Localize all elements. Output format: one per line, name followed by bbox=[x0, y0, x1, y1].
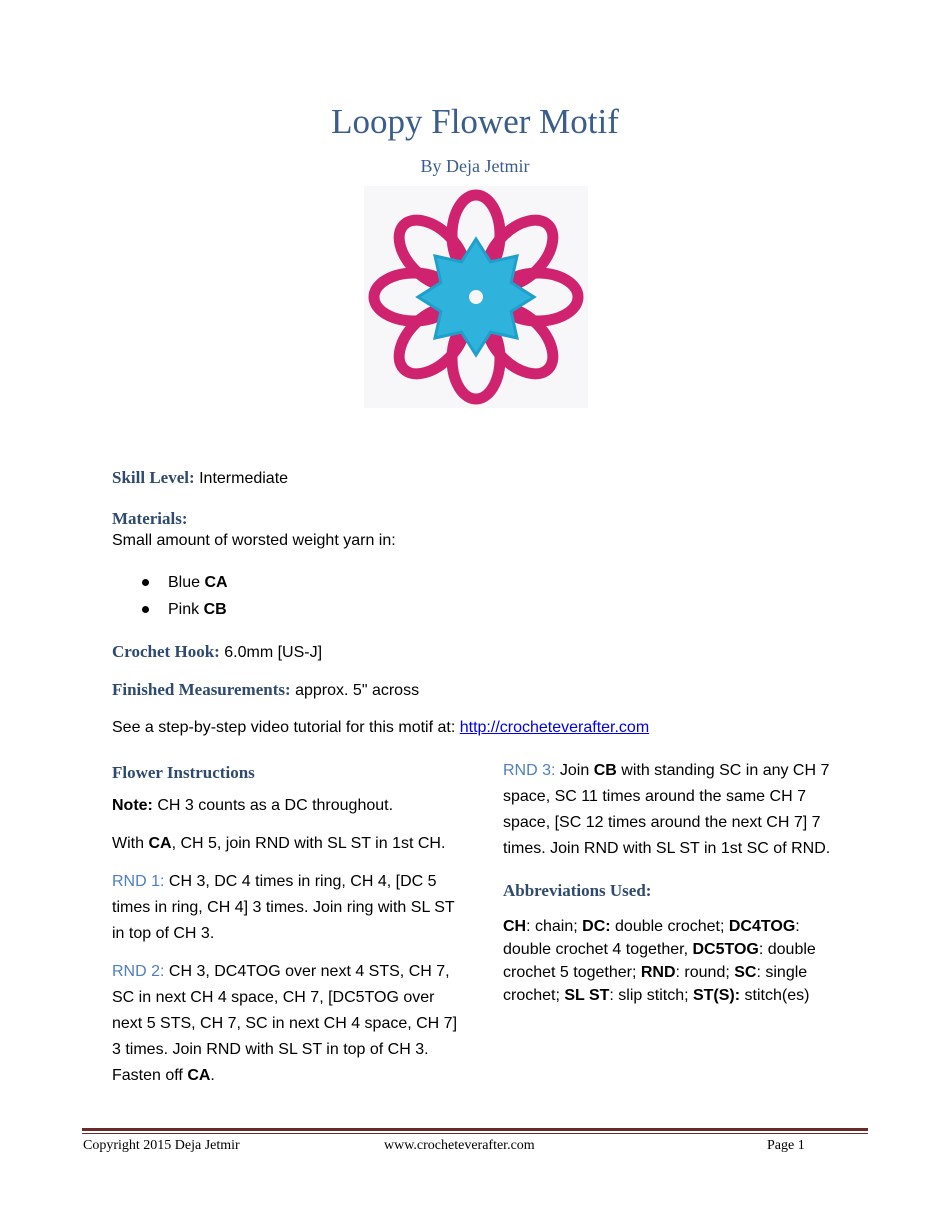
abbr-def: : slip stitch; bbox=[609, 987, 693, 1004]
bullet-icon bbox=[142, 606, 149, 613]
abbr-term: DC4TOG bbox=[728, 918, 796, 935]
bullet-icon bbox=[142, 579, 149, 586]
crochet-flower-photo bbox=[364, 186, 588, 408]
round-3-cb: CB bbox=[593, 762, 617, 779]
yarn-code: CA bbox=[204, 574, 228, 591]
note-label: Note: bbox=[112, 797, 153, 814]
skill-level-value: Intermediate bbox=[199, 470, 289, 487]
abbr-term: DC: bbox=[582, 918, 611, 935]
round-1 bbox=[112, 869, 462, 947]
measurements-label: Finished Measurements: bbox=[112, 680, 291, 699]
round-3-text: with standing SC in any CH 7 space, SC 11 times around the same CH 7 space, [SC 12 times around the next CH 7] 7 times. Join RND with SL ST in 1st SC of RND. bbox=[503, 762, 831, 857]
abbr-def: : double crochet 5 together; bbox=[503, 941, 816, 981]
abbr-term: RND bbox=[640, 964, 676, 981]
video-link[interactable]: http://crocheteverafter.com bbox=[459, 719, 650, 736]
materials-heading bbox=[112, 508, 188, 531]
footer-site: www.crocheteverafter.com bbox=[384, 1138, 535, 1153]
crochet-hook-label: Crochet Hook: bbox=[112, 642, 220, 661]
round-2-text: CH 3, DC4TOG over next 4 STS, CH 7, SC in next CH 4 space, CH 7, [DC5TOG over next 5 STS, CH 7, SC in next CH 4 space, CH 7] 3 times. Join RND with SL ST in top of CH 3. Fasten off bbox=[112, 963, 458, 1084]
instructions-column bbox=[112, 760, 462, 1101]
abbr-term: ST(S): bbox=[692, 987, 741, 1004]
crochet-hook bbox=[112, 641, 322, 664]
note bbox=[112, 793, 462, 819]
abbr-def: : double crochet 4 together, bbox=[503, 918, 800, 958]
note-text: CH 3 counts as a DC throughout. bbox=[157, 797, 394, 814]
round-1-label: RND 1: bbox=[112, 873, 165, 890]
start-ca: CA bbox=[148, 835, 172, 852]
footer-rule-thin bbox=[82, 1133, 868, 1134]
abbreviations-heading: Abbreviations Used: bbox=[503, 881, 652, 900]
abbr-term: CH bbox=[503, 918, 527, 935]
abbr-term: SL ST bbox=[564, 987, 610, 1004]
materials-label: Materials: bbox=[112, 509, 188, 528]
round-3 bbox=[503, 758, 843, 862]
round-1-text: CH 3, DC 4 times in ring, CH 4, [DC 5 times in ring, CH 4] 3 times. Join ring with SL ST in top of CH 3. bbox=[112, 873, 455, 942]
round-3-pre: Join bbox=[559, 762, 590, 779]
start-step bbox=[112, 831, 462, 857]
instructions-heading: Flower Instructions bbox=[112, 763, 255, 782]
byline: By Deja Jetmir bbox=[420, 156, 530, 176]
round-2-label: RND 2: bbox=[112, 963, 165, 980]
round-2: RND 2: CH 3, DC4TOG over next 4 STS, CH 7, SC in next CH 4 space, CH 7, [DC5TOG over next 5 STS, CH 7, SC in next CH 4 space, CH 7] 3 times. Join RND with SL ST in top of CH 3. Fasten off CA. bbox=[112, 963, 458, 1084]
yarn-color: Pink bbox=[168, 601, 200, 618]
abbr-def: double crochet; bbox=[610, 918, 729, 935]
footer-copyright: Copyright 2015 Deja Jetmir bbox=[83, 1138, 240, 1153]
start-pre: With bbox=[112, 835, 144, 852]
center-hole bbox=[469, 290, 483, 304]
abbr-def: : single crochet; bbox=[503, 964, 808, 1004]
materials-list bbox=[112, 572, 228, 626]
crochet-hook-value: 6.0mm [US-J] bbox=[224, 644, 323, 661]
materials-intro: Small amount of worsted weight yarn in: bbox=[112, 532, 396, 549]
blue-center bbox=[418, 239, 534, 355]
video-tutorial bbox=[112, 717, 649, 739]
abbr-def: : chain; bbox=[526, 918, 583, 935]
start-post: , CH 5, join RND with SL ST in 1st CH. bbox=[171, 835, 446, 852]
measurements-value: approx. 5" across bbox=[295, 682, 420, 699]
right-column bbox=[503, 758, 843, 1007]
footer-page-number: Page 1 bbox=[767, 1138, 805, 1153]
round-2-ca: CA bbox=[187, 1067, 211, 1084]
list-item bbox=[112, 572, 228, 599]
abbr-def: stitch(es) bbox=[740, 987, 810, 1004]
skill-level-label: Skill Level: bbox=[112, 468, 195, 487]
finished-measurements bbox=[112, 679, 419, 702]
round-3-label: RND 3: bbox=[503, 762, 556, 779]
abbr-term: DC5TOG bbox=[692, 941, 759, 958]
yarn-color: Blue bbox=[168, 574, 201, 591]
page-title: Loopy Flower Motif bbox=[331, 102, 619, 141]
abbr-def: : round; bbox=[675, 964, 735, 981]
abbr-term: SC bbox=[734, 964, 757, 981]
video-text: See a step-by-step video tutorial for this motif at: bbox=[112, 719, 456, 736]
abbreviations-list bbox=[503, 915, 843, 1007]
footer-rule bbox=[82, 1128, 868, 1131]
yarn-code: CB bbox=[203, 601, 227, 618]
list-item bbox=[112, 599, 228, 626]
skill-level bbox=[112, 467, 288, 490]
